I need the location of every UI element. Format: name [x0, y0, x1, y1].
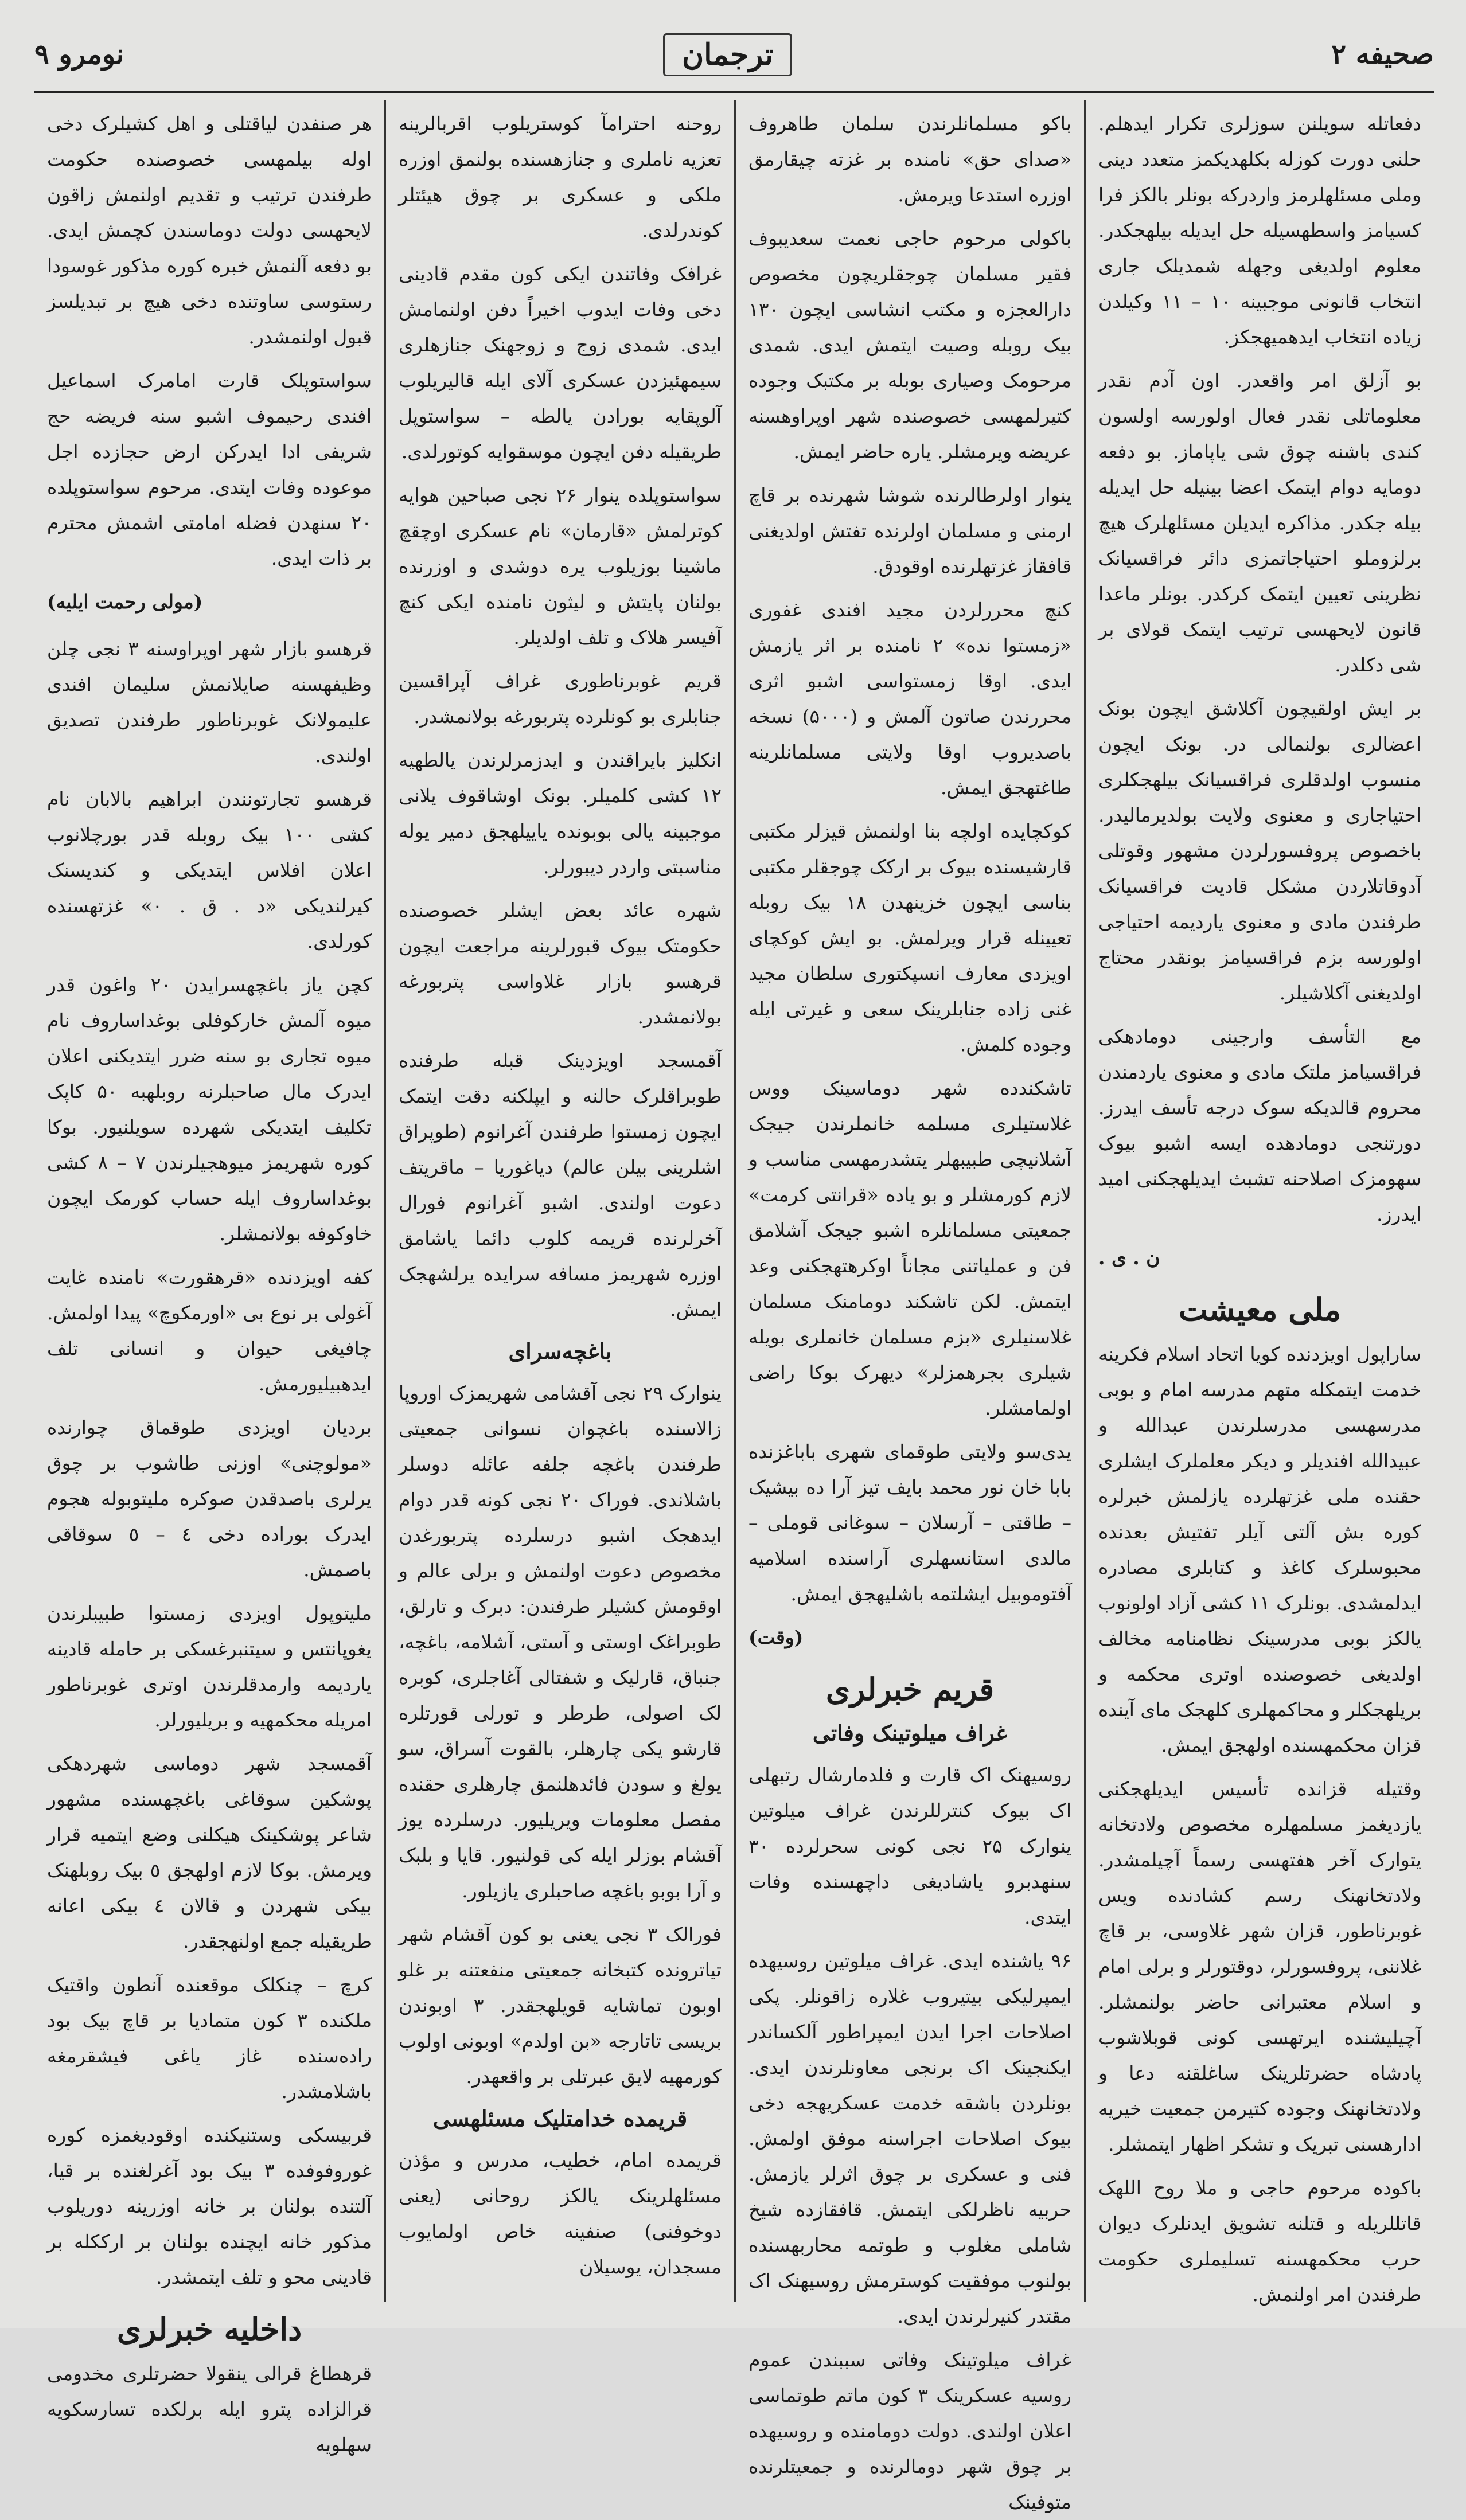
column-1 [1084, 100, 1434, 2306]
paragraph: سواستوپلک قارت امامرک اسماعیل افندی رحیموف اشبو سنه فریضه حج شریفی ادا ایدرکن ارض حجازده اجل موعوده وفات ایتدی. مرحوم سواستوپلده ۲۰ سنهدن فضله امامتی اشمش محترم بر ذات ایدی. [47, 369, 372, 569]
subsection-heading: قریمده خدامتلیک مسئلهسی [432, 2105, 688, 2131]
paragraph: دفعاتله سویلنن سوزلری تکرار ایدهلم. حلنی دورت کوزله بکلهدیکمز متعدد دینی وملی مسئلهلرمز واردرکه بونلر بالکز فرا کسیامز واسطهسیله حل ایدیله بیلهجکدر. معلوم اولدیغی وجهله شمدیلک جاری انتخاب قانونی موجبینه ۱۰ – ۱۱ وکیلدن زیاده انتخاب ایدهمیهجکز. [1098, 112, 1421, 348]
subsection-heading: باغچه‌سرای [508, 1338, 612, 1364]
paragraph: شهره عائد بعض ایشلر خصوصنده حکومتک بیوک قبورلرینه مراجعت ایچون قرهسو بازار غلاواسی پتربورغه بولانمشدر. [399, 899, 722, 1028]
subsection-heading: غراف میلوتینک وفاتی [812, 1720, 1008, 1746]
paragraph: کنچ محررلردن مجید افندی غفوری «زمستوا نده» ۲ نامنده بر اثر یازمش ایدی. اوقا زمستواسی اشبو اثری محررندن صاتون آلمش و (۵۰۰۰) نسخه باصدیروب اوقا ولایتی مسلمانلرینه طاغتهجق ایمش. [748, 599, 1071, 799]
paragraph: هر صنفدن لیاقتلی و اهل کشیلرک دخی اوله بیلمهسی خصوصنده حکومت طرفندن ترتیب و تقدیم اولنمش زاقون لایحهسی دولت دوماسندن کچمش ایدی. بو دفعه آلنمش خبره کوره مذکور غوسودا رستوسی ساوتنده دخی هیچ بر تبدیلسز قبول اولنمشدر. [47, 112, 372, 348]
paragraph: قرهسو بازار شهر اوپراوسنه ۳ نجی چلن وظیفهسنه صایلانمش سلیمان افندی علیمولانک غوبرناطور طرفندن تصدیق اولندی. [47, 638, 372, 767]
signature: ن . ی . [1098, 1247, 1160, 1269]
paragraph: ۹۶ یاشنده ایدی. غراف میلوتین روسیهده ایمپرلیکی بیتیروب غلاره زاقونلر. پکی اصلاحات اجرا ایدن ایمپراطور آلکساندر ایکنجینک اک برنجی معاونلرندن ایدی. بونلردن باشقه خدمت عسکریهجه دخی بیوک اصلاحات اجراسنه موفق اولمش. فنی و عسکری بر چوق اثرلر یازمش. حربیه ناظرلکی ایتمش. قافقازده شیخ شاملی مغلوب و طوتمه محاربهسنده بولنوب موفقیت کوسترمش روسیهنک اک مقتدر کنیرلرندن ایدی. [748, 1949, 1071, 2327]
issue-number-label: نومرو ۹ [34, 38, 124, 71]
column-2 [734, 100, 1084, 2513]
paragraph: قریمده امام، خطیب، مدرس و مؤذن مسئلهلرینک یالکز روحانی (یعنی دوخوفنی) صنفینه خاص اولمایوب مسجدان، یوسیلان [399, 2149, 722, 2278]
paragraph: قربیسکی وستنیکنده اوقودیغمزه کوره غوروفوفده ۳ بیک بود آغرلغنده بر قیا، آلتنده بولنان بر خانه اوزرینه دوریلوب مذکور خانه ایچنده بولنان بر ارککله بر قادینی محو و تلف ایتمشدر. [47, 2124, 372, 2288]
paragraph: ساراپول اویزدنده کویا اتحاد اسلام فکرینه خدمت ایتمکله متهم مدرسه امام و بوبی مدرسهسی مدرسلرندن عبدالله و عبیدالله افندیلر و دیکر معلملرک ایشلری حقنده ملی غزتهلرده یازلمش خبرلره کوره بش آلتی آیلر تفتیش بعدنده محبوسلرک کاغذ و کتابلری مصادره ایدلمشدی. بونلرک ۱۱ کشی آزاد اولونوب یالکز بوبی مدرسینک نظامنامه مخالف اولدیغی خصوصنده اوتری محکمه و بریلهجکلر و محاکمهلری کلهجک مای آینده قزان محکمهسنده اولهجق ایمش. [1098, 1343, 1421, 1756]
prayer-line: (مولی رحمت ایلیه) [47, 591, 203, 613]
paragraph: وقتیله قزانده تأسیس ایدیلهجکنی یازدیغمز مسلمهلره مخصوص ولادتخانه یتوارک آخر هفتهسی رسماً آچیلمشدر. ولادتخانهنک رسم کشادنده ویس غوبرناطور، قزان شهر غلاوسی، بر قاچ غلاننی، پروفسورلر، دوقتورلر و برلی امام و اسلام معتبرانی حاضر بولنمشلر. آچیلیشنده ایرتهسی کونی قوبلاشوب پادشاه حضرتلرینک ساغلقنه دعا و ولادتخانهنک وجوده کتیرمن جمعیت خیریه ادارهسنی تبریک و تشکر اظهار ایتمشلر. [1098, 1777, 1421, 2155]
paragraph: مع التأسف وارجینی دومادهکی فراقسیامز ملتک مادی و معنوی یاردمندن محروم قالدیکه سوک درجه تأسف ایدرز. دورتنجی دومادهده ایسه اشبو بیوک سهومزک اصلاحنه تشبث ایدیلهجکنی امید ایدرز. [1098, 1025, 1421, 1225]
paragraph: یدی‌سو ولایتی طوقمای شهری باباغزنده بابا خان نور محمد بایف تیز آرا ده بیشیک – طاقتی – آرسلان – سوغانی قوملی – مالدی استانسهلری آراسنده اسلامیه آفتوموبیل ایشلتمه باشلیهجق ایمش. [748, 1440, 1071, 1605]
paragraph: انکلیز بایراقندن و ایدزمرلرندن یالطهیه ۱۲ کشی کلمیلر. بونک اوشاقوف یلانی موجبینه یالی بوبونده یاییلهجق دمیر یوله مناسبتی واردر دیبورلر. [399, 749, 722, 878]
column-3 [384, 100, 734, 2302]
page-header [34, 23, 1434, 86]
paragraph: کرچ – چنکلک موقعنده آنطون واقتیک ملکنده ۳ کون متمادیا بر قاچ بیک بود راده‌سنده غاز یاغی فیشقرمغه باشلامشدر. [47, 1974, 372, 2103]
section-heading: قریم خبرلری [825, 1671, 995, 1708]
paragraph: قرهطاغ قرالی ینقولا حضرتلری مخدومی قرالزاده پترو ایله برلکده تسارسکویه سهلویه [47, 2362, 372, 2456]
paragraph: غرافک وفاتندن ایکی کون مقدم قادینی دخی وفات ایدوب اخیراً دفن اولنمامش ایدی. شمدی زوج و زوجهنک جنازهلری سیمهئیزدن عسکری آلای ایله قالیریلوب آلوپقایه بورادن یالطه – سواستوپل طریقیله دفن ایچون موسقوایه کوتورلدی. [399, 263, 722, 463]
masthead-title: ترجمان [663, 33, 792, 76]
paragraph: تاشکندده شهر دوماسینک ووس غلاستیلری مسلمه خانملرندن جیجک آشلانیچی طبیبهلر یتشدرمهسی مناسب و لازم کورمشلر و بو یاده «قرانتی کرمت» جمعیتی مسلمانلره اشبو جیجک آشلامق فن و عملیاتنی مجاناً اوکرهتهجکنی وعد ایتمش. لکن تاشکند دومامنک مسلمان غلاسنیلری «بزم مسلمان خانملری بویله شیلری بجرهمزلر» دیهرک بوکا راضی اولمامشلر. [748, 1077, 1071, 1419]
paragraph: سواستوپلده ینوار ۲۶ نجی صباحین هوایه کوترلمش «قارمان» نام عسکری اوچقچ ماشینا بوزیلوب یره دوشدی و اوزرنده بولنان پایتش و لیثون نامنده ایکی کنچ آفیسر هلاک و تلف اولدیلر. [399, 484, 722, 648]
column-4 [34, 100, 384, 2456]
paragraph: باکو مسلمانلرندن سلمان طاهروف «صدای حق» نامنده بر غزته چیقارمق اوزره استدعا ویرمش. [748, 112, 1071, 206]
paragraph: کچن یاز باغچهسرایدن ۲۰ واغون قدر میوه آلمش خارکوفلی بوغداساروف نام میوه تجاری بو سنه ضرر ایتدیکنی اعلان ایدرک مال صاحبلرنه روبلهبه ۵۰ کاپک تکلیف ایتدیکی شهرده سویلنیور. بوکا کوره شهریمز میوهجیلرندن ۷ – ۸ کشی بوغداساروف ایله حساب کورمک ایچون خاوکوفه بولانمشلر. [47, 974, 372, 1245]
source-label: (وقت) [748, 1626, 804, 1648]
header-rule [34, 91, 1434, 93]
paragraph: روحنه احترامآ کوستریلوب اقربالرینه تعزیه ناملری و جنازهسنده بولنمق اوزره ملکی و عسکری بر چوق هیئتلر کوندرلدی. [399, 112, 722, 241]
section-heading: ملی معیشت [1178, 1291, 1342, 1328]
section-heading: داخلیه خبرلری [116, 2311, 302, 2347]
paragraph: کفه اویزدنده «قرهقورت» نامنده غایت آغولی بر نوع بی «اورمکوچ» پیدا اولمش. چافیغی حیوان و انسانی تلف ایدهبیلیورمش. [47, 1266, 372, 1395]
paragraph: بر ایش اولقیچون آکلاشق ایچون بونک اعضالری بولنمالی در. بونک ایچون منسوب اولدقلری فراقسیانک بیلهجکلری احتیاجاری و معنوی ولایت بولدیرمالیدر. باخصوص پروفسورلردن مشهور وقوتلی آدوقاتلاردن مشکل قادیت فراقسیانک طرفندن مادی و معنوی یاردیمه احتیاجی اولورسه بزم فراقسیامز بونقدر محتاج اولدیغنی آکلاشیلر. [1098, 697, 1421, 1004]
page-number-label: صحیفه ۲ [1331, 38, 1434, 71]
paragraph: روسیهنک اک قارت و فلدمارشال رتبهلی اک بیوک کنترللرندن غراف میلوتین ینوارک ۲۵ نجی کونی سحرلرده ۳۰ سنهدبرو یاشادیغی داچهسنده وفات ایتدی. [748, 1764, 1072, 1928]
columns-container [34, 100, 1434, 2513]
paragraph: فورالک ۳ نجی یعنی بو کون آقشام شهر تیاترونده کتبخانه جمعیتی منفعتنه بر غلو اوبون تماشایه قویلهجقدر. ۳ اوبوندن بریسی تاتارجه «بن اولدم» اوبونی اولوب کورمهیه لایق عبرتلی بر واقعهدر. [399, 1923, 722, 2088]
paragraph: ینوارک ۲۹ نجی آقشامی شهریمزک اوروپا زالاسنده باغچوان نسوانی جمعیتی طرفندن باغچه جلفه عائله دوسلر باشلاندی. فوراک ۲۰ نجی کونه قدر دوام ایدهجک اشبو درسلرده پتربورغدن مخصوص دعوت اولنمش و برلی عالم و اوقومش کشیلر طرفندن: دبرک و تارلق، طوبراغک اوستی و آستی، آشلامه، باغچه، جنباق، قارلیک و شفتالی آغاجلری، کوبره لک اصولی، طرطر و تورلی قورتلره قارشو یکی چارهلر، بالقوت آسراق، سو یولغ و سودن فائدهلنمق چارهلری حقنده مفصل معلومات ویریلیور. درسلرده یوز آقشام بوزلر ایله کی قولنیور. قایا و بلبک و آرا بوبو باغچه صاحبلری یازیلور. [399, 1382, 722, 1902]
paragraph: بردیان اویزدی طوقماق چوارنده «مولوچنی» اوزنی طاشوب بر چوق یرلری باصدقدن صوکره مليتوبوله هجوم ایدرک بوراده دخی ٤ – ٥ سوقاقی باصمش. [47, 1416, 372, 1581]
paragraph: ینوار اولرطالرنده شوشا شهرنده بر قاچ ارمنی و مسلمان اولرنده تفتش اولدیغنی قافقاز غزتهلرنده اوقودق. [748, 484, 1071, 577]
paragraph: قریم غوبرناطوری غراف آپراقسین جنابلری بو کونلرده پتربورغه بولانمشدر. [399, 670, 722, 728]
paragraph: غراف میلوتینک وفاتی سببندن عموم روسیه عسکرینک ۳ کون ماتم طوتماسی اعلان اولندی. دولت دومامنده و روسیهده بر چوق شهر دومالرنده و جمعیتلرنده متوفینک [748, 2349, 1071, 2513]
paragraph: آقمسجد شهر دوماسی شهردهکی پوشکین سوقاغی باغچهسنده مشهور شاعر پوشکینک هیکلنی وضع ایتمیه قرار ویرمش. بوکا لازم اولهجق ٥ بیک روبلهنک بیکی شهردن و قالان ٤ بیکی اعانه طریقیله جمع اولنهجقدر. [47, 1752, 372, 1952]
paragraph: باکولی مرحوم حاجی نعمت سعدیبوف فقیر مسلمان چوجقلریچون مخصوص دارالعجزه و مکتب انشاسی ایچون ۱۳۰ بیک روبله وصیت ایتمش ایدی. شمدی مرحومک وصیاری بوبله بر مکتبک وجوده کتیرلمهسی خصوصنده شهر اوپراوهسنه عریضه ویرمشلر. یاره حاضر ایمش. [748, 227, 1071, 463]
paragraph: بو آزلق امر واقعدر. اون آدم نقدر معلوماتلی نقدر فعال اولورسه اولسون کندی باشنه چوق شی یاپاماز. بو دفعه دومایه دوام ایتمک اعضا بینیله حل ایدیله بیله جکدر. مذاکره ایدیلن مسئلهلرک هیچ برلزوملو احتیاجاتمزی دائر فراقسیانک نظرینی تعیین ایتمک کرکدر. بونلر ماعدا قانون لایحهسی ترتیب ایتمک قولای بر شی دکلدر. [1098, 369, 1421, 676]
paragraph: باکوده مرحوم حاجی و ملا روح اللهک قاتللریله و قتلنه تشویق ایدنلرک دیوان حرب محکمهسنه تسلیملری حکومت طرفندن امر اولنمش. [1098, 2177, 1421, 2306]
paragraph: قرهسو تجارتونندن ابراهیم بالابان نام کشی ۱۰۰ بیک روبله قدر بورچلانوب اعلان افلاس ایتدیکی و کندیسنک کیرلندیکی «د . ق . ۰» غزتهسنده کورلدی. [47, 788, 372, 952]
paragraph: ملیتوپول اویزدی زمستوا طبیبلرندن یغوپانتس و سیتنبرغسکی بر حامله قادینه یاردیمه وارمدقلرندن اوتری غوبرناطور امریله محکمهیه و بریلیورلر. [47, 1602, 372, 1731]
paragraph: آقمسجد اویزدینک قبله طرفنده طوبراقلرک حالنه و ایپلکنه دقت ایتمک ایچون زمستوا طرفندن آغرانوم (طوپراق اشلرینی بیلن عالم) دیاغوریا – ماقریتف دعوت اولندی. اشبو آغرانوم فورال آخرلرنده قریمه کلوب دائما یاشامق اوزره شهریمز مسافه سرایده یرلشهجک ایمش. [399, 1049, 722, 1320]
paragraph: کوکچایده اولچه بنا اولنمش قیزلر مکتبی قارشیسنده بیوک بر ارکک چوجقلر مکتبی بناسی ایچون خزینهدن ۱۸ بیک روبله تعیینله قرار ویرلمش. بو ایش کوکچای اویزدی معارف انسپکتوری سلطان مجید غنی زاده جنابلرینک سعی و غیرتی ایله وجوده کلمش. [748, 820, 1071, 1056]
